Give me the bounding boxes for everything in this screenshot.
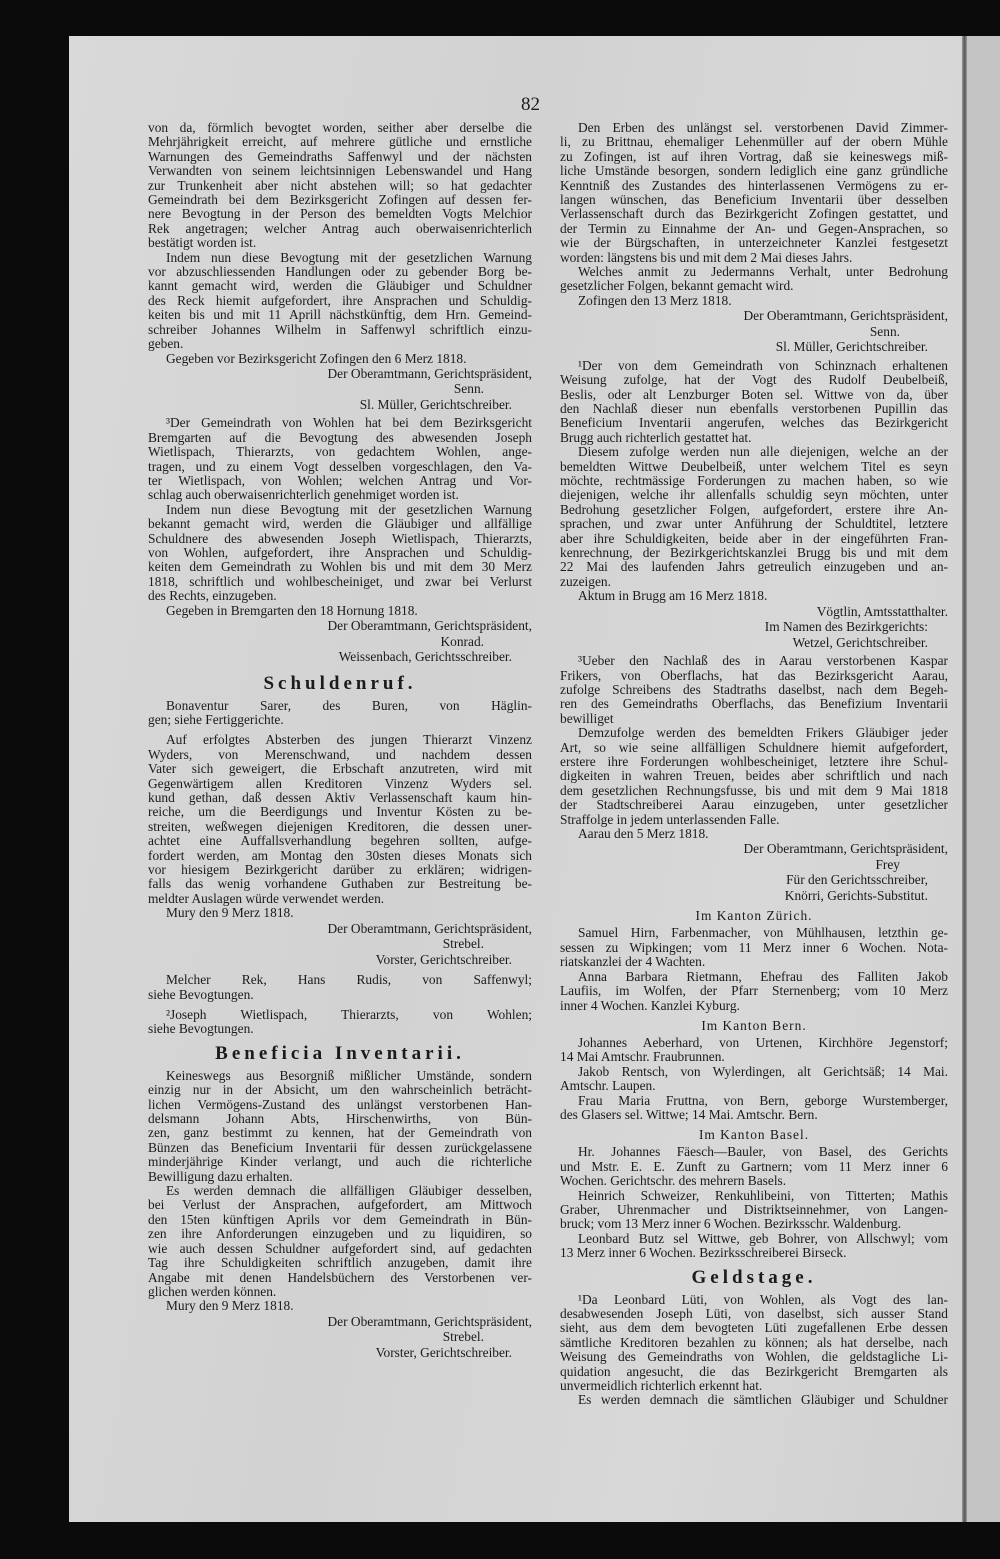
text-line: keiten dem Gemeindrath zu Wohlen bis und mit dem 30 Merz xyxy=(148,559,532,575)
text-line: Sl. Müller, Gerichtschreiber. xyxy=(359,396,512,412)
paragraph xyxy=(148,1069,532,1184)
text-line: Bedrohung gesetzlicher Folgen, aufgefordert, erstere ihre An- xyxy=(560,501,948,517)
text-line: li, zu Brittnau, ehemaliger Lehenmüller auf der obern Mühle xyxy=(560,134,948,150)
signature-block xyxy=(560,308,948,355)
text-line: kund gethan, daß dessen Aktiv Verlassenschaft kaum hin- xyxy=(148,790,532,806)
text-line: sessen zu Wipkingen; vom 11 Merz inner 6 Wochen. Nota- xyxy=(560,939,948,955)
text-line: Diesem zufolge werden nun alle diejenigen, welche an der xyxy=(578,444,948,460)
text-line: Demzufolge werden des bemeldten Frikers Gläubiger jeder xyxy=(578,725,948,741)
text-line: delsmann Johann Abts, Hirschenwirths, von Bün- xyxy=(148,1111,532,1127)
text-line: Im Kanton Basel. xyxy=(698,1127,810,1143)
text-line: gesetzlicher Folgen, bekannt gemacht wird. xyxy=(560,278,794,294)
text-line: diejenigen, welche ihr allenfalls schuldig seyn möchten, unter xyxy=(560,487,948,503)
text-line: tragen, und zu einem Vogt desselben vorgeschlagen, den Va- xyxy=(148,458,532,474)
text-line: bekannt gemacht wird, werden die Gläubiger und allfällige xyxy=(148,516,532,532)
text-line: kannt gemacht wird, werden die Gläubiger und Schuldner xyxy=(148,278,532,294)
text-line: Frey xyxy=(875,856,900,872)
text-line: Bremgarten auf die Bevogtung des abwesenden Joseph xyxy=(148,429,532,445)
text-line: bestätigt worden ist. xyxy=(148,235,257,251)
text-line: Mury den 9 Merz 1818. xyxy=(166,905,294,921)
paragraph xyxy=(560,1189,948,1232)
text-line: 14 Mai Amtschr. Fraubrunnen. xyxy=(560,1049,725,1065)
text-line: Wetzel, Gerichtschreiber. xyxy=(792,634,928,650)
text-line: Der Oberamtmann, Gerichtspräsident, xyxy=(743,308,948,324)
page-number: 82 xyxy=(521,94,540,115)
text-line: Gegeben in Bremgarten den 18 Hornung 1818. xyxy=(166,602,418,618)
text-line: Zofingen den 13 Merz 1818. xyxy=(578,292,732,308)
text-line: Senn. xyxy=(453,381,484,397)
text-line: bewilliget xyxy=(560,710,614,726)
text-line: den Nachlaß dieser nun ebenfalls verstorbenen Pupillin das xyxy=(560,401,948,416)
paragraph xyxy=(560,654,948,726)
text-line: Samuel Hirn, Farbenmacher, von Mühlhausen, letzthin ge- xyxy=(578,925,948,941)
text-line: Der Oberamtmann, Gerichtspräsident, xyxy=(327,618,532,634)
text-line: inner 4 Wochen. Kanzlei Kyburg. xyxy=(560,997,740,1013)
text-line: meldter Auslagen würde verwendet werden. xyxy=(148,890,385,906)
text-line: ³Ueber den Nachlaß des in Aarau verstorbenen Kaspar xyxy=(578,653,948,669)
text-line: Knörri, Gerichts-Substitut. xyxy=(784,887,928,903)
text-line: von da, förmlich bevogtet worden, seither aber derselbe die xyxy=(148,120,532,135)
paragraph xyxy=(148,1008,532,1037)
text-line: Bonaventur Sarer, des Buren, von Häglin- xyxy=(166,697,532,713)
paragraph xyxy=(560,1065,948,1094)
text-line: einzig nur in der Absicht, um den wahrscheinlich beträcht- xyxy=(148,1082,532,1098)
text-line: ter Wietlispach, von Wohlen; welchen Antrag und Vor- xyxy=(148,473,532,489)
text-line: vor abzuschliessenden Handlungen oder zu gebender Borg be- xyxy=(148,264,532,280)
paragraph xyxy=(560,970,948,1013)
text-line: ²Joseph Wietlispach, Thierarzts, von Wohlen; xyxy=(166,1007,532,1022)
text-line: ³Der Gemeindrath von Wohlen hat bei dem Bezirksgericht xyxy=(166,415,532,431)
dateline xyxy=(148,1299,532,1313)
text-line: Welches anmit zu Jedermanns Verhalt, unter Bedrohung xyxy=(578,264,948,280)
text-line: wie der Bürgschaften, in unterzeichneter Kanzlei festgesetzt xyxy=(560,235,948,251)
text-line: Den Erben des unlängst sel. verstorbenen David Zimmer- xyxy=(578,120,948,135)
text-line: Im Kanton Zürich. xyxy=(695,908,813,924)
text-line: des Rechts, einzugeben. xyxy=(148,588,277,604)
text-line: Es werden demnach die allfälligen Gläubiger desselben, xyxy=(166,1183,532,1199)
canton-subheading xyxy=(560,1126,948,1143)
text-line: nere Bevogtung in der Person des bemeldten Vogts Melchior xyxy=(148,206,532,222)
text-line: den 15ten künftigen Aprils vor dem Gemeindrath in Bün- xyxy=(148,1211,532,1227)
text-line: quidation angesucht, die das Bezirkgericht Bremgarten als xyxy=(560,1363,948,1379)
text-line: Beslis, oder alt Lenzburger Boten sel. Wittwe von da, über xyxy=(560,386,948,402)
text-line: Weissenbach, Gerichtsschreiber. xyxy=(338,649,512,665)
text-line: Vorster, Gerichtschreiber. xyxy=(375,951,512,967)
text-line: Wietlispach, Thierarzts, von gedachtem Wohlen, ange- xyxy=(148,444,532,460)
text-line: vor hiesigem Bezirkgericht darüber zu erklären; widrigen- xyxy=(148,862,532,878)
canton-subheading xyxy=(560,1017,948,1034)
paragraph xyxy=(560,1145,948,1188)
text-line: des Reck hiemit aufgefordert, ihre Ansprachen und Schuldig- xyxy=(148,292,532,308)
text-line: erstere ihre Forderungen wohlbescheiniget, letztere ihre Schul- xyxy=(560,754,948,770)
text-line: Amtschr. Laupen. xyxy=(560,1078,656,1094)
paragraph xyxy=(560,1094,948,1123)
text-line: 13 Merz inner 6 Wochen. Bezirksschreiberei Birseck. xyxy=(560,1245,847,1261)
text-line: Auf erfolgtes Absterben des jungen Thierarzt Vinzenz xyxy=(166,732,532,748)
text-line: Beneficia Inventarii. xyxy=(215,1042,465,1064)
text-line: Senn. xyxy=(869,323,900,339)
canton-subheading xyxy=(560,907,948,924)
text-line: von Wohlen, aufgefordert, ihre Ansprachen und Schuldig- xyxy=(148,545,532,561)
text-line: Es werden demnach die sämtlichen Gläubiger und Schuldner xyxy=(578,1392,948,1408)
text-line: Bünzen das Beneficium Inventarii für dessen zurückgelassene xyxy=(148,1139,532,1155)
paragraph xyxy=(560,926,948,969)
text-line: dem gesetzlichen Rechnungsfusse, bis und mit dem 9 Mai 1818 xyxy=(560,782,948,798)
text-line: 1818, schriftlich und wohlbescheiniget, und zwar bei Verlurst xyxy=(148,573,532,589)
paragraph xyxy=(560,1036,948,1065)
text-line: Vögtlin, Amtsstatthalter. xyxy=(816,603,948,619)
text-line: Kenntniß des Zustandes des hinterlassenen Vermögens zu er- xyxy=(560,177,948,193)
text-line: riatskanzlei der 4 Wachten. xyxy=(560,954,706,970)
left-column xyxy=(148,121,532,1364)
text-line: Laufiis, im Wolfen, der Pfarr Sternenberg; vom 10 Merz xyxy=(560,983,948,999)
text-line: Heinrich Schweizer, Renkuhlibeini, von Titterten; Mathis xyxy=(578,1187,948,1203)
text-line: aber ihre Schuldigkeiten, beide aber in der eingeführten Fran- xyxy=(560,530,948,546)
text-line: streiten, weßwegen diejenigen Kreditoren, die dessen uner- xyxy=(148,818,532,834)
text-line: zen, ganz bestimmt zu kennen, hat der Gemeindrath von xyxy=(148,1125,532,1141)
text-line: Bewilligung dazu erhalten. xyxy=(148,1168,293,1184)
text-line: ren des Gemeindraths Oberflachs, das Benefizium Inventarii xyxy=(560,696,948,712)
text-line: Strebel. xyxy=(442,936,484,952)
text-line: Gegenwärtigem allen Kreditoren Vinzenz Wyders sel. xyxy=(148,775,532,791)
text-line: Indem nun diese Bevogtung mit der gesetzlichen Warnung xyxy=(166,249,532,265)
paragraph xyxy=(148,121,532,251)
text-line: Im Kanton Bern. xyxy=(701,1017,807,1033)
text-line: Aktum in Brugg am 16 Merz 1818. xyxy=(578,588,768,604)
text-line: sieht, aus dem dem bevogteten Lüti zugefallenen Erbe dessen xyxy=(560,1320,948,1336)
text-line: sprachen, und zwar unter Anführung der Schuldtitel, letztere xyxy=(560,516,948,532)
signature-block xyxy=(560,604,948,651)
text-line: Keineswegs aus Besorgniß mißlicher Umstände, sondern xyxy=(166,1067,532,1083)
paragraph xyxy=(148,699,532,728)
text-line: glichen werden können. xyxy=(148,1283,277,1299)
text-line: Mury den 9 Merz 1818. xyxy=(166,1298,294,1314)
text-line: Der Oberamtmann, Gerichtspräsident, xyxy=(743,841,948,857)
section-heading xyxy=(560,1263,948,1293)
text-line: Aarau den 5 Merz 1818. xyxy=(578,826,709,842)
text-line: Hr. Johannes Fäesch—Bauler, von Basel, des Gerichts xyxy=(578,1144,948,1160)
text-line: siehe Bevogtungen. xyxy=(148,1021,254,1037)
paragraph xyxy=(148,416,532,502)
paragraph xyxy=(560,1232,948,1261)
dateline xyxy=(148,352,532,366)
text-line: Jakob Rentsch, von Wylerdingen, alt Gerichtsäß; 14 Mai. xyxy=(578,1063,948,1079)
dateline xyxy=(560,827,948,841)
text-line: Gegeben vor Bezirksgericht Zofingen den 6 Merz 1818. xyxy=(166,350,467,366)
text-line: schreiber Johannes Wilhelm in Saffenwyl schriftlich einzu- xyxy=(148,321,532,337)
text-line: lichen Vermögens-Zustand des unlängst verstorbenen Han- xyxy=(148,1096,532,1112)
text-line: Frau Maria Fruttna, von Bern, geborge Wurstemberger, xyxy=(578,1092,948,1108)
signature-block xyxy=(148,366,532,413)
text-line: Gemeindrath bei dem Bezirksgericht Zofingen auf dessen fer- xyxy=(148,192,532,208)
section-heading xyxy=(148,1039,532,1069)
dateline xyxy=(148,906,532,920)
text-line: zur Trunkenheit aber nicht abstehen will; so hat gedachter xyxy=(148,177,532,193)
text-line: Beneficium Inventarii angerufen, welches das Bezirkgericht xyxy=(560,415,948,431)
text-line: bei Verlust der Ansprachen, aufgefordert, am Mittwoch xyxy=(148,1197,532,1213)
text-line: Der Oberamtmann, Gerichtspräsident, xyxy=(327,920,532,936)
text-line: ¹Da Leonbard Lüti, von Wohlen, als Vogt des lan- xyxy=(578,1291,948,1307)
text-line: Verwandten von seinem leichtsinnigen Lebenswandel und Hang xyxy=(148,163,532,179)
dateline xyxy=(148,604,532,618)
text-line: Sl. Müller, Gerichtschreiber. xyxy=(775,339,928,355)
dateline xyxy=(560,294,948,308)
paragraph xyxy=(560,445,948,589)
text-line: Anna Barbara Rietmann, Ehefrau des Falliten Jakob xyxy=(578,968,948,984)
text-line: Brugg auch richterlich gestattet hat. xyxy=(560,429,752,445)
text-line: digkeiten in wahren Treuen, beides aber schriftlich und nach xyxy=(560,768,948,784)
text-line: Wyders, von Merenschwand, und nachdem dessen xyxy=(148,746,532,762)
text-line: bruck; vom 13 Merz inner 6 Wochen. Bezirksschr. Waldenburg. xyxy=(560,1216,902,1232)
text-line: Im Namen des Bezirkgerichts: xyxy=(764,619,928,635)
text-line: Melcher Rek, Hans Rudis, von Saffenwyl; xyxy=(166,972,532,988)
text-line: zufolge Schreibens des Stadtraths daselbst, nach dem Begeh- xyxy=(560,682,948,697)
text-line: bemeldten Wittwe Deubelbeiß, unter welchem Titel es seyn xyxy=(560,458,948,474)
text-line: gen; siehe Fertiggerichte. xyxy=(148,712,284,727)
adjacent-page-edge xyxy=(967,36,1000,1522)
text-line: Rek angetragen; welcher Antrag auch oberwaisenrichterlich xyxy=(148,220,532,236)
paragraph xyxy=(148,973,532,1002)
text-line: Strebel. xyxy=(442,1329,484,1345)
text-line: Weisung zufolge, hat der Vogt des Rudolf Deubelbeiß, xyxy=(560,372,948,388)
paragraph xyxy=(148,503,532,604)
text-line: zen ihre Anforderungen einzugeben und zu liquidiren, so xyxy=(148,1226,532,1242)
text-line: Für den Gerichtsschreiber, xyxy=(786,872,928,888)
text-line: Angabe mit denen Handelsbüchern des Verstorbenen ver- xyxy=(148,1269,532,1285)
text-line: Der Oberamtmann, Gerichtspräsident, xyxy=(327,1313,532,1329)
text-line: der Termin zu Einnahme der An- und Gegen-Ansprachen, so xyxy=(560,220,948,236)
text-line: Art, so wie seine allfälligen Schuldnere hiemit aufgefordert, xyxy=(560,739,948,755)
text-line: fordert werden, am Montag den 30sten dieses Monats sich xyxy=(148,847,532,863)
text-line: 22 Mai des laufenden Jahrs getreulich einzugeben und an- xyxy=(560,559,948,575)
text-line: worden: längstens bis und mit dem 2 Mai dieses Jahrs. xyxy=(560,249,853,265)
text-line: desabwesenden Joseph Lüti, von daselbst, sich ausser Stand xyxy=(560,1306,948,1321)
text-line: Vorster, Gerichtschreiber. xyxy=(375,1344,512,1360)
text-line: Verlassenschaft durch das Bezirkgericht Zofingen gestattet, und xyxy=(560,206,948,222)
text-line: keiten bis und mit 11 Aprill nächstkünftig, dem Hrn. Gemeind- xyxy=(148,307,532,323)
text-line: liche Umstände besorgen, sondern lediglich eine ganz gründliche xyxy=(560,163,948,179)
text-line: falls das wenig vorhandene Guthaben zur Bestreitung be- xyxy=(148,876,532,892)
text-line: siehe Bevogtungen. xyxy=(148,986,254,1002)
text-line: und Mstr. E. E. Zunft zu Gartnern; vom 11 Merz inner 6 xyxy=(560,1158,948,1174)
section-heading xyxy=(148,669,532,699)
text-line: kenrechnung, der Bezirkgerichtskanzlei Brugg bis und mit dem xyxy=(560,545,948,561)
text-line: möchte, rechtmässige Forderungen zu machen haben, so wie xyxy=(560,473,948,489)
text-line: zu Zofingen, ist auf ihren Vortrag, daß sie keineswegs miß- xyxy=(560,148,948,164)
text-line: Schuldenruf. xyxy=(263,672,417,694)
text-line: Schuldnere des abwesenden Joseph Wietlispach, Thierarzts, xyxy=(148,530,532,546)
text-line: Straffolge in jedem unterlassenden Falle. xyxy=(560,811,780,827)
signature-block xyxy=(148,1314,532,1361)
text-line: ¹Der von dem Gemeindrath von Schinznach erhaltenen xyxy=(578,357,948,373)
signature-block xyxy=(148,921,532,968)
text-line: sämtliche Kreditoren bezahlen zu können; als hat derselbe, nach xyxy=(560,1334,948,1350)
paragraph xyxy=(148,251,532,352)
paragraph xyxy=(560,1393,948,1407)
text-line: Johannes Aeberhard, von Urtenen, Kirchhöre Jegenstorf; xyxy=(578,1034,948,1050)
text-line: Frikers, von Oberflachs, hat das Bezirksgericht Aarau, xyxy=(560,667,948,683)
paragraph xyxy=(560,121,948,265)
text-line: zuzeigen. xyxy=(560,573,611,589)
text-line: Konrad. xyxy=(440,633,484,649)
paragraph xyxy=(560,1293,948,1394)
text-line: Warnungen des Gemeindraths Saffenwyl und der nächsten xyxy=(148,148,532,164)
paragraph xyxy=(148,733,532,906)
text-line: achtet eine Auffallsverhandlung begehren sollten, aufge- xyxy=(148,833,532,849)
paragraph xyxy=(560,726,948,827)
text-line: minderjährige Kinder verlangt, und auch die richterliche xyxy=(148,1154,532,1170)
text-line: langen wünschen, das Beneficium Inventarii über desselben xyxy=(560,192,948,208)
text-line: schlag auch oberwaisenrichterlich genehmiget worden ist. xyxy=(148,487,459,503)
signature-block xyxy=(148,618,532,665)
text-line: Wochen. Gerichtschr. des mehrern Basels. xyxy=(560,1173,787,1189)
paragraph xyxy=(148,1184,532,1299)
paragraph xyxy=(560,359,948,445)
right-column xyxy=(560,121,948,1408)
text-line: Vater sich geweigert, die Erbschaft anzutreten, wird mit xyxy=(148,761,532,777)
text-line: Leonbard Butz sel Wittwe, geb Bohrer, von Allschwyl; vom xyxy=(578,1230,948,1246)
text-line: des Glasers sel. Wittwe; 14 Mai. Amtschr. Bern. xyxy=(560,1106,818,1122)
text-line: Indem nun diese Bevogtung mit der gesetzlichen Warnung xyxy=(166,501,532,517)
text-line: reiche, um die Beerdigungs und Inventur Kösten zu be- xyxy=(148,804,532,820)
text-line: Der Oberamtmann, Gerichtspräsident, xyxy=(327,365,532,381)
text-line: der Stadtschreiberei Aarau einzugeben, unter gesetzlicher xyxy=(560,797,948,813)
text-line: Weisung des Gemeindraths von Wohlen, die geldstagliche Li- xyxy=(560,1349,948,1365)
text-line: Tag ihre Schuldigkeiten schriftlich anzugeben, damit ihre xyxy=(148,1255,532,1271)
text-line: Geldstage. xyxy=(691,1266,817,1288)
text-line: geben. xyxy=(148,336,184,352)
dateline xyxy=(560,589,948,603)
signature-block xyxy=(560,841,948,903)
text-line: wie auch dessen Schuldner aufgefordert sind, auf gedachten xyxy=(148,1240,532,1256)
text-line: unvermeidlich richterlich erkennt hat. xyxy=(560,1378,763,1394)
paragraph xyxy=(560,265,948,294)
text-line: Graber, Uhrenmacher und Distriktseinnehmer, von Langen- xyxy=(560,1201,948,1217)
text-line: Mehrjährigkeit erreicht, auf mehrere gütliche und ernstliche xyxy=(148,134,532,150)
